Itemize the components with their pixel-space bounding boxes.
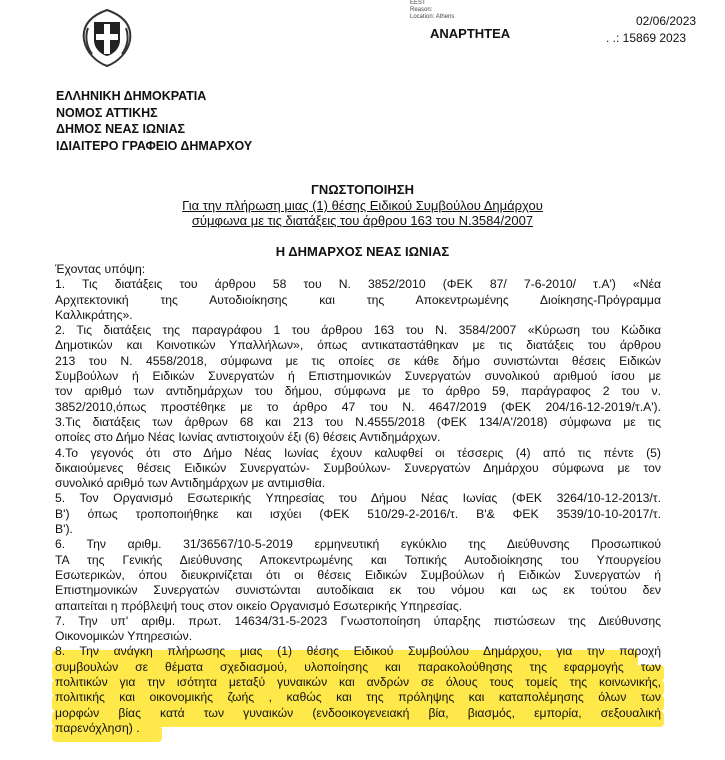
document-body (55, 262, 661, 736)
body-line: παρενόχληση) . (55, 720, 140, 735)
body-line: απαιτείται η πρόβλεψή τους στον οικείο Οργανισμό Εσωτερικής Υπηρεσίας. (55, 598, 463, 613)
greek-coat-of-arms-icon (76, 6, 138, 68)
organization-line: ΔΗΜΟΣ ΝΕΑΣ ΙΩΝΙΑΣ (56, 122, 186, 136)
body-line: Β') όπως τροποποιήθηκε και ισχύει (ΦΕΚ 510/29-2-2016/τ. Β'& ΦΕΚ 3539/10-10-2017/τ. (55, 506, 661, 521)
body-line: οποίες στο Δήμο Νέας Ιωνίας αντιστοιχούν έξι (6) θέσεις Αντιδημάρχων. (55, 430, 441, 445)
body-line: Δημοτικών και Κοινοτικών Υπαλλήλων», όπως αντικαταστάθηκαν με τις διατάξεις του άρθρου (55, 338, 661, 353)
posting-tag: ΑΝΑΡΤΗΤΕΑ (430, 26, 511, 41)
body-line: πολιτικών για την ισότητα μεταξύ γυναικών και ανδρών σε όλους τους τομείς της κοινωνικής, (55, 675, 661, 690)
organization-line: ΙΔΙΑΙΤΕΡΟ ΓΡΑΦΕΙΟ ΔΗΜΑΡΧΟΥ (56, 138, 253, 153)
body-line: 4.Το γεγονός ότι στο Δήμο Νέας Ιωνίας έχουν καλυφθεί οι τέσσερις (4) από τις πέντε (5) (55, 445, 661, 460)
body-line: 8. Την ανάγκη πλήρωσης μιας (1) θέσης Ειδικού Συμβούλου Δημάρχου, για την παροχή (55, 644, 661, 659)
body-line: ΤΑ της Γενικής Διεύθυνσης Αποκεντρωμένης και Τοπικής Αυτοδιοίκησης του Υπουργείου (55, 552, 661, 567)
notice-title: ΓΝΩΣΤΟΠΟΙΗΣΗ (311, 182, 414, 197)
body-line: μορφών βίας κατά των γυναικών (ενδοοικογενειακή βία, βιασμός, εμπορία, σεξουαλική (55, 705, 661, 720)
body-line: Έχοντας υπόψη: (55, 262, 146, 276)
body-line: Καλλικράτης». (55, 307, 133, 322)
body-line: τον αριθμό των αντιδημάρχων του δήμου, σύμφωνα με το άρθρο 59, παράγραφος 2 του ν. (55, 384, 661, 399)
notice-subtitle: Για την πλήρωση μιας (1) θέσης Ειδικού Συμβούλου Δημάρχου (182, 198, 543, 213)
signature-line: Location: Athens (410, 14, 455, 20)
body-line: 1. Τις διατάξεις του άρθρου 58 του Ν. 3852/2010 (ΦΕΚ 87/ 7-6-2010/ τ.Α') «Νέα (55, 277, 661, 292)
body-line: συνολικό αριθμό των Αντιδημάρχων με αντιμισθία. (55, 476, 326, 491)
signature-line: EEST (410, 0, 426, 6)
body-line: συμβουλών σε θέματα σχεδιασμού, υλοποίησης και παρακολούθησης της εφαρμογής των (55, 659, 661, 674)
body-line: Εσωτερικών, όπου διευκρινίζεται ότι οι θέσεις Ειδικών Συμβούλων ή Ειδικών Συνεργατών ή (55, 567, 661, 582)
issuer-heading: Η ΔΗΜΑΡΧΟΣ ΝΕΑΣ ΙΩΝΙΑΣ (275, 244, 450, 259)
body-line: Β'). (55, 522, 73, 537)
body-line: 7. Την υπ' αριθμ. πρωτ. 14634/31-5-2023 Γνωστοποίηση ύπαρξης πιστώσεων της Διεύθυνσης (55, 613, 661, 628)
notice-subtitle: σύμφωνα με τις διατάξεις του άρθρου 163 του Ν.3584/2007 (191, 213, 534, 228)
body-line: δικαιούμενες θέσεις Ειδικών Συνεργατών- Συμβούλων- Συνεργατών Δημάρχου σύμφωνα με τον (55, 460, 661, 475)
body-line: Επιστημονικών Συνεργατών συνιστώνται αυτοδίκαια εκ του νόμου και ως εκ τούτου δεν (55, 583, 661, 598)
body-line: πολιτικής και οικονομικής ζωής , καθώς και της πρόληψης και καταπολέμησης όλων των (55, 690, 661, 705)
body-line: 3.Τις διατάξεις των άρθρων 68 και 213 του Ν.4555/2018 (ΦΕΚ 134/Α'/2018) σύμφωνα με τις (55, 414, 661, 429)
body-line: Αρχιτεκτονική της Αυτοδιοίκησης και της Αποκεντρωμένης Διοίκησης-Πρόγραμμα (55, 292, 661, 307)
organization-block (56, 88, 252, 154)
body-line: 213 του Ν. 4558/2018, σύμφωνα με τις οποίες σε κάθε δήμο συνιστώνται θέσεις Ειδικών (55, 353, 661, 368)
body-line: 3852/2010,όπως προστέθηκε με το άρθρο 47 του Ν. 4647/2019 (ΦΕΚ 204/16-12-2019/τ.Α'). (55, 399, 661, 414)
digital-signature-block (410, 0, 454, 21)
body-line: 5. Τον Οργανισμό Εσωτερικής Υπηρεσίας του Δήμου Νέας Ιωνίας (ΦΕΚ 3264/10-12-2013/τ. (55, 491, 661, 506)
document-date: 02/06/2023 (636, 14, 697, 28)
body-line: Συμβούλων ή Ειδικών Συνεργατών ή Επιστημονικών Συνεργατών συνολικού αριθμού ίσου με (55, 369, 661, 384)
organization-line: ΝΟΜΟΣ ΑΤΤΙΚΗΣ (56, 105, 158, 120)
protocol-number: . .: 15869 2023 (606, 31, 687, 45)
body-line: Οικονομικών Υπηρεσιών. (55, 629, 193, 644)
organization-line: ΕΛΛΗΝΙΚΗ ΔΗΜΟΚΡΑΤΙΑ (56, 89, 207, 103)
body-line: 6. Την αριθμ. 31/36567/10-5-2019 ερμηνευτική εγκύκλιο της Διεύθυνσης Προσωπικού (55, 537, 661, 552)
signature-line: Reason: (410, 7, 433, 13)
body-line: 2. Τις διατάξεις της παραγράφου 1 του άρθρου 163 του Ν. 3584/2007 «Κύρωση του Κώδικα (55, 323, 661, 338)
